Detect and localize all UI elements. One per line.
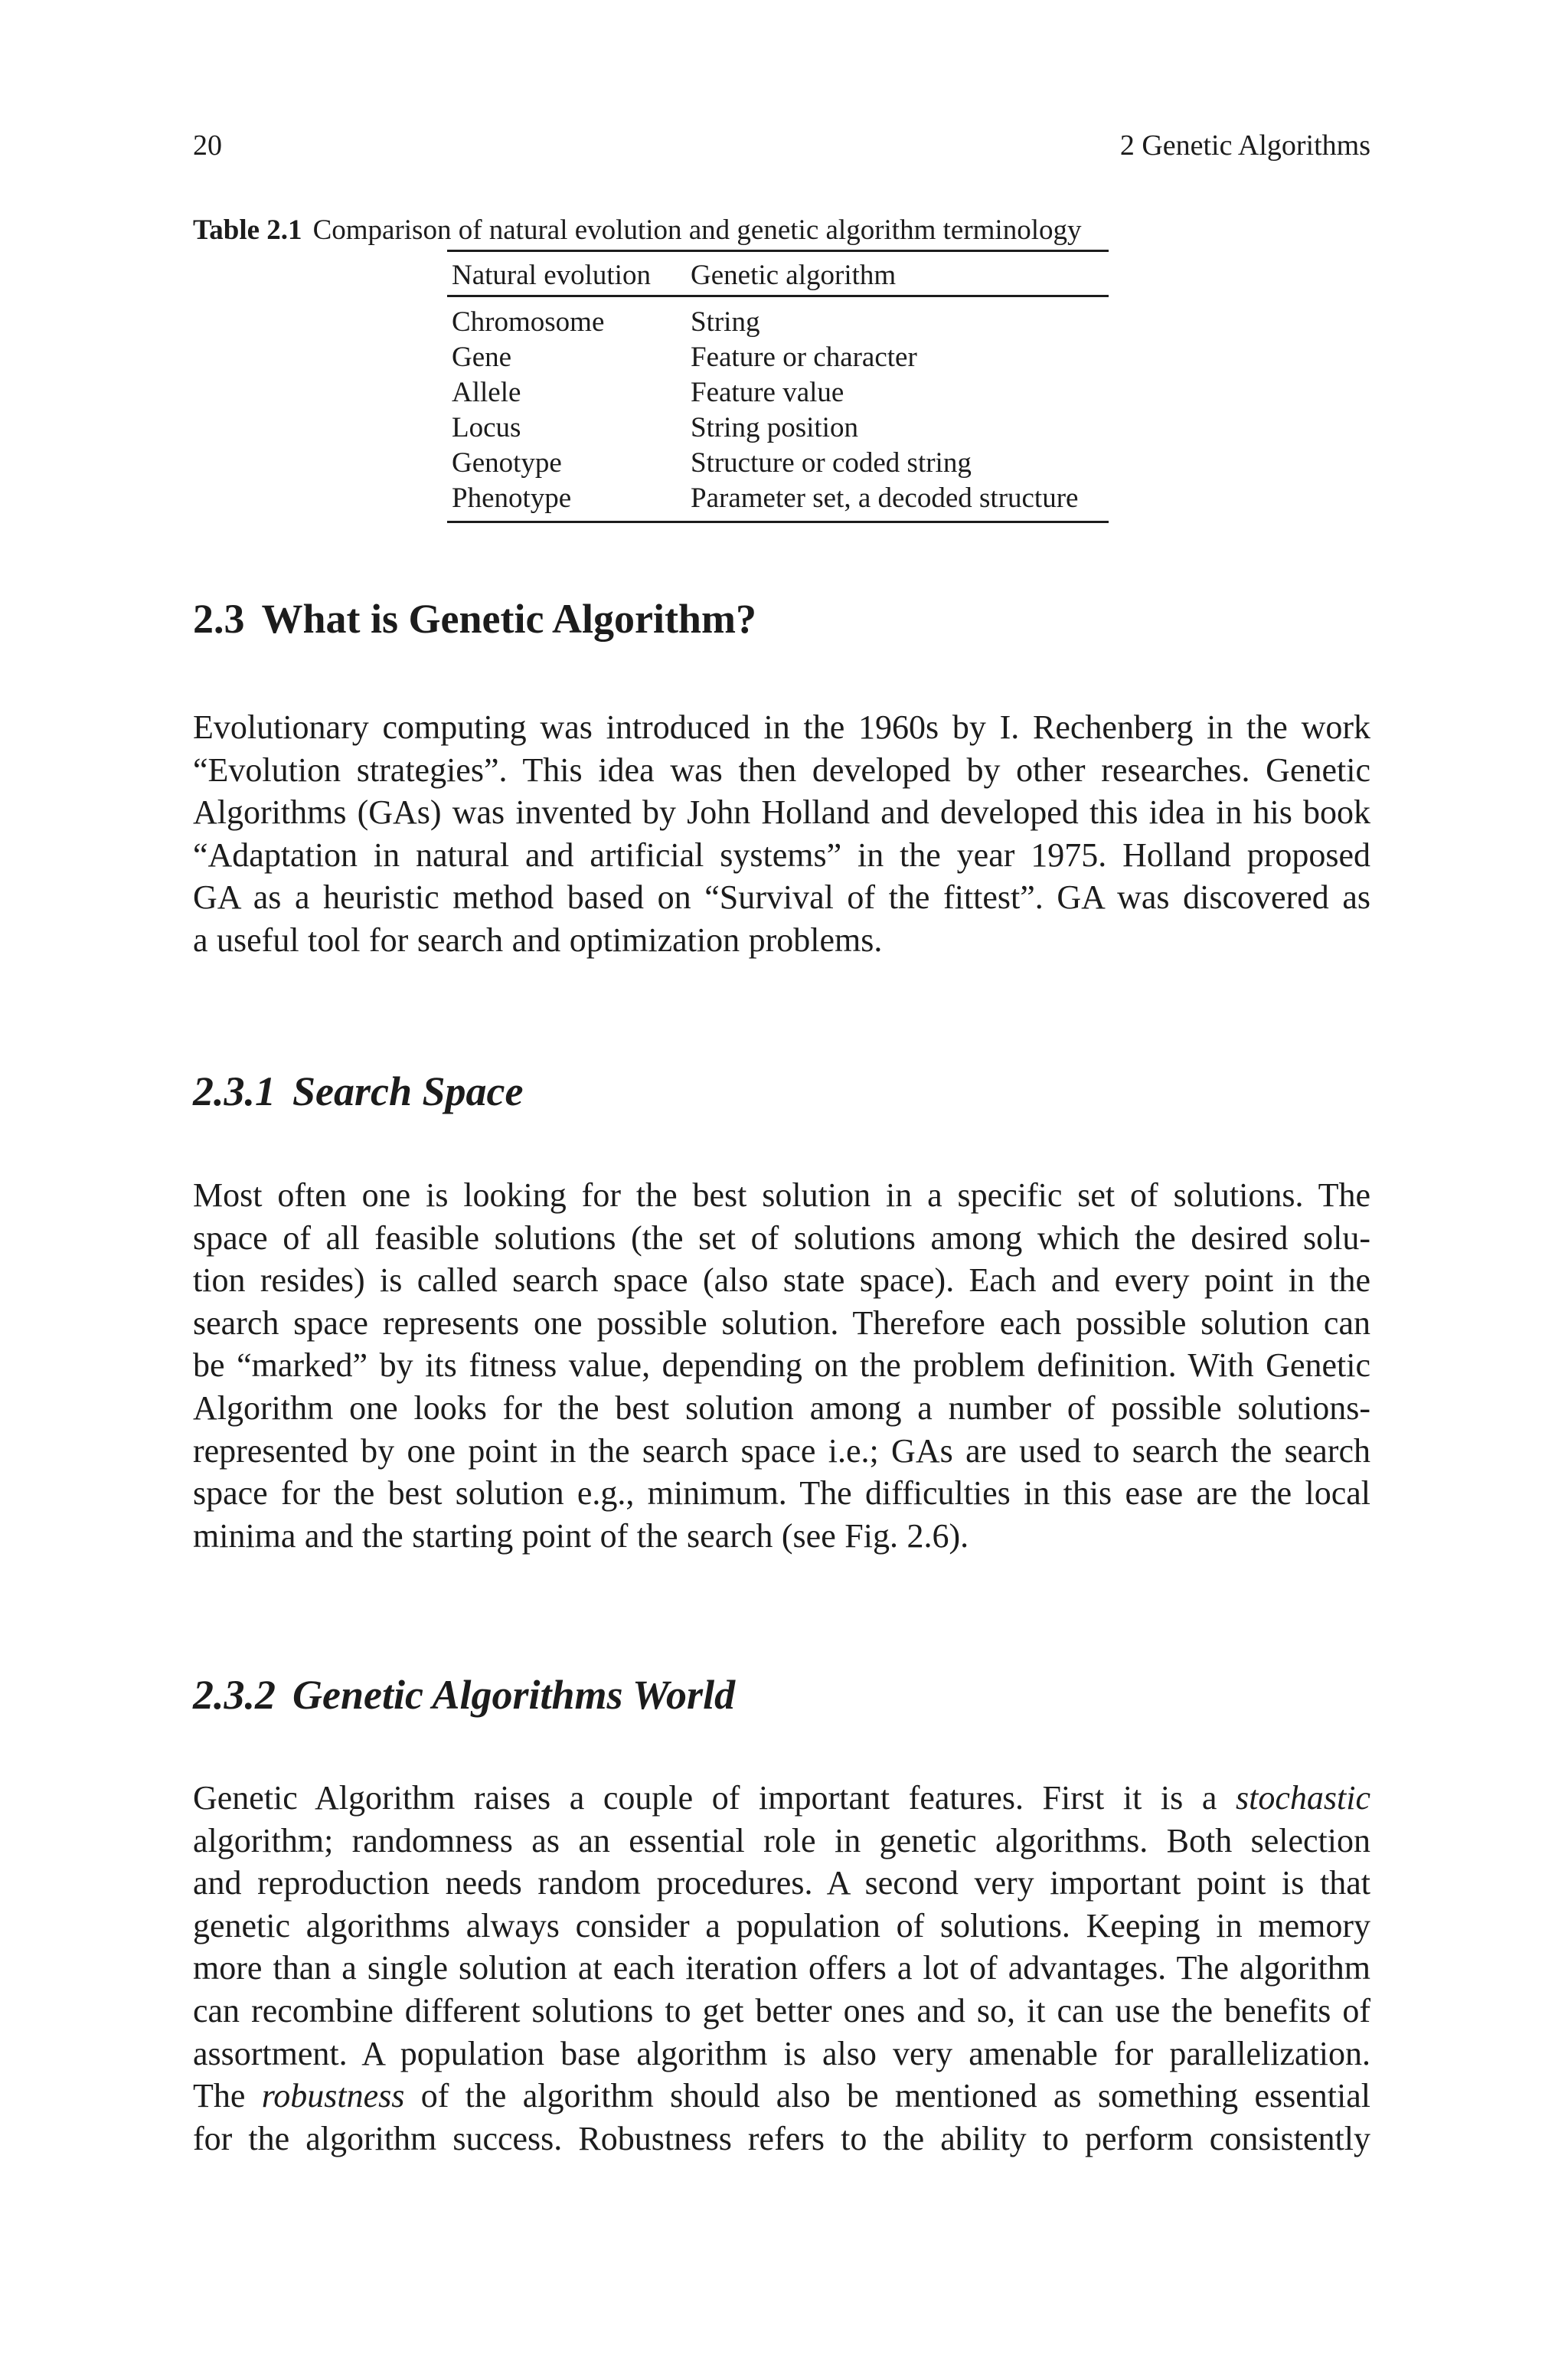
table-cell: Chromosome <box>452 306 605 338</box>
table-row <box>447 375 1109 410</box>
section-number: 2.3 <box>193 596 245 642</box>
emphasis-robustness: robustness <box>261 2077 405 2115</box>
section-heading-2-3 <box>193 594 756 644</box>
table-row <box>447 340 1109 375</box>
text-line: algorithm; randomness as an essential role in genetic algorithms. Both selection <box>193 1821 1370 1859</box>
text-run: Genetic Algorithm raises a couple of important features. First it is a <box>193 1779 1217 1817</box>
text-line: for the algorithm success. Robustness refers to the ability to perform consistently <box>193 2119 1370 2157</box>
table-cell: Genotype <box>452 447 562 479</box>
column-header-natural-evolution: Natural evolution <box>452 260 651 291</box>
section-title: What is Genetic Algorithm? <box>261 596 756 642</box>
column-header-genetic-algorithm: Genetic algorithm <box>691 260 897 291</box>
text-line: be “marked” by its fitness value, depending on the problem definition. With Genetic <box>193 1346 1370 1385</box>
paragraph-ga-world <box>193 1777 1370 2160</box>
table-cell: Allele <box>452 377 521 408</box>
paragraph-what-is-ga <box>193 706 1370 962</box>
table-caption-text: Comparison of natural evolution and genetic algorithm terminology <box>312 214 1082 246</box>
terminology-table <box>447 250 1109 523</box>
text-line: more than a single solution at each iteration offers a lot of advantages. The algorithm <box>193 1949 1370 1987</box>
text-line: Algorithm one looks for the best solution among a number of possible solutions- <box>193 1388 1370 1427</box>
subsection-title: Search Space <box>292 1068 524 1114</box>
text-line: and reproduction needs random procedures. A second very important point is that <box>193 1864 1370 1902</box>
table-cell: Phenotype <box>452 482 572 514</box>
text-line: Most often one is looking for the best solution in a specific set of solutions. The <box>193 1176 1370 1214</box>
table-row <box>447 446 1109 481</box>
table-header-row <box>447 251 1109 296</box>
text-run: The <box>193 2077 246 2115</box>
text-line: “Evolution strategies”. This idea was then developed by other researches. Genetic <box>193 751 1370 789</box>
page-header <box>193 129 1370 165</box>
table-cell: Parameter set, a decoded structure <box>691 482 1079 514</box>
text-line: “Adaptation in natural and artificial systems” in the year 1975. Holland proposed <box>193 836 1370 874</box>
text-line <box>193 1777 1370 1820</box>
subsection-number: 2.3.2 <box>193 1672 276 1718</box>
page-number: 20 <box>193 129 222 162</box>
text-line: represented by one point in the search space i.e.; GAs are used to search the search <box>193 1431 1370 1470</box>
table-cell: Structure or coded string <box>691 447 972 479</box>
text-line: tion resides) is called search space (also state space). Each and every point in the <box>193 1261 1370 1300</box>
table-row <box>447 481 1109 522</box>
table-cell: Feature value <box>691 377 844 408</box>
text-line: genetic algorithms always consider a population of solutions. Keeping in memory <box>193 1906 1370 1944</box>
table-cell: Locus <box>452 412 521 443</box>
text-line: space for the best solution e.g., minimum. The difficulties in this ease are the local <box>193 1474 1370 1513</box>
subsection-number: 2.3.1 <box>193 1068 276 1114</box>
text-run: of the algorithm should also be mentioned as something essential <box>420 2077 1371 2115</box>
subsection-heading-2-3-1 <box>193 1066 523 1117</box>
text-line <box>193 2075 1370 2118</box>
text-line: minima and the starting point of the search (see Fig. 2.6). <box>193 1516 969 1555</box>
running-head: 2 Genetic Algorithms <box>1119 129 1370 162</box>
emphasis-stochastic: stochastic <box>1236 1779 1370 1817</box>
table-caption-label: Table 2.1 <box>193 214 302 246</box>
text-line: GA as a heuristic method based on “Survival of the fittest”. GA was discovered as <box>193 878 1370 917</box>
table-cell: String <box>691 306 760 338</box>
table-caption <box>193 213 1370 248</box>
text-line: search space represents one possible solution. Therefore each possible solution can <box>193 1303 1370 1342</box>
text-line: a useful tool for search and optimization problems. <box>193 921 883 959</box>
text-line: assortment. A population base algorithm is also very amenable for parallelization. <box>193 2034 1370 2072</box>
table-row <box>447 296 1109 341</box>
table-cell: Feature or character <box>691 342 917 373</box>
table-cell: Gene <box>452 342 512 373</box>
subsection-title: Genetic Algorithms World <box>292 1672 736 1718</box>
subsection-heading-2-3-2 <box>193 1670 735 1720</box>
text-line: Evolutionary computing was introduced in the 1960s by I. Rechenberg in the work <box>193 708 1370 746</box>
text-line: can recombine different solutions to get better ones and so, it can use the benefits of <box>193 1991 1370 2029</box>
text-line: space of all feasible solutions (the set of solutions among which the desired solu- <box>193 1218 1370 1257</box>
text-line: Algorithms (GAs) was invented by John Holland and developed this idea in his book <box>193 793 1370 832</box>
paragraph-search-space <box>193 1174 1370 1557</box>
table-cell: String position <box>691 412 858 443</box>
table-row <box>447 410 1109 446</box>
